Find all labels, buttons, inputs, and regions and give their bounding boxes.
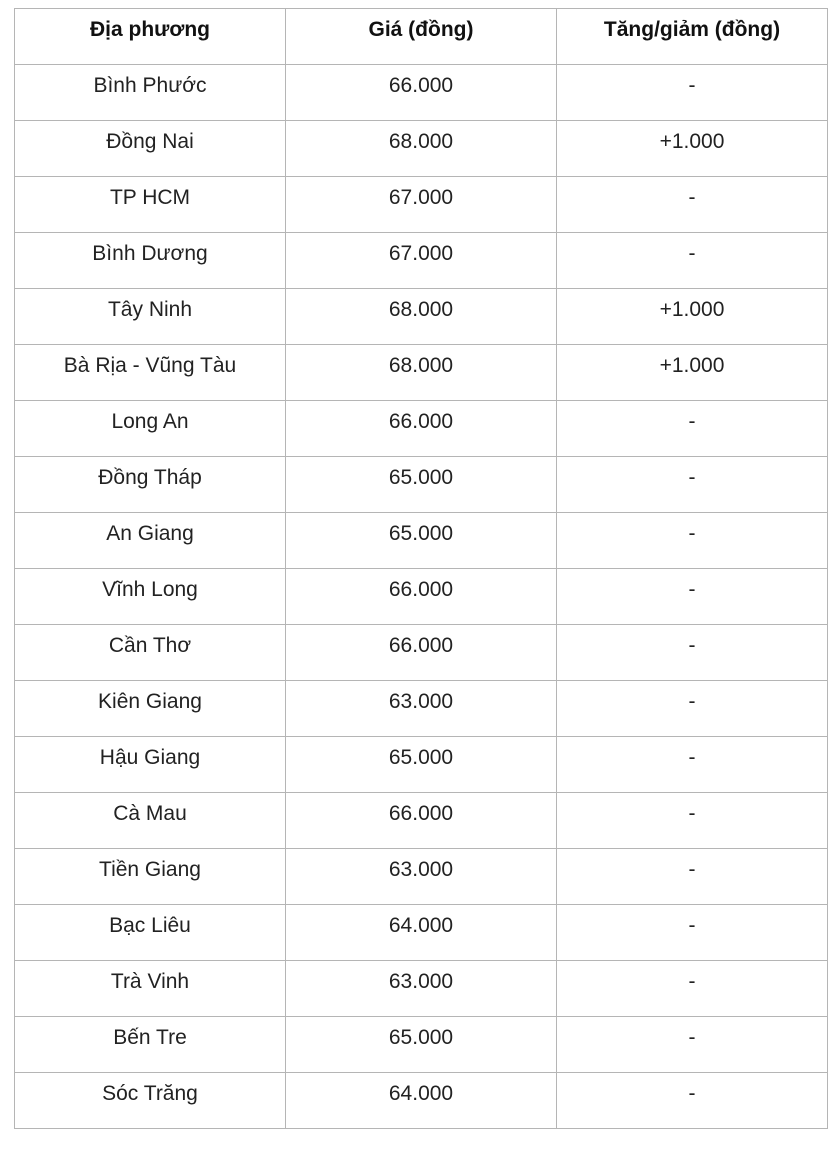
table-row: [15, 289, 828, 345]
location-cell: Đồng Nai: [15, 121, 286, 177]
price-cell: 66.000: [286, 793, 557, 849]
change-cell: -: [557, 65, 828, 121]
table-row: [15, 401, 828, 457]
table-row: [15, 849, 828, 905]
table-row: [15, 1017, 828, 1073]
change-cell: -: [557, 1073, 828, 1129]
price-cell: 68.000: [286, 345, 557, 401]
price-cell: 66.000: [286, 569, 557, 625]
change-cell: -: [557, 457, 828, 513]
price-table: [14, 8, 828, 1129]
change-cell: -: [557, 401, 828, 457]
column-header-change: Tăng/giảm (đồng): [557, 9, 828, 65]
location-cell: Bến Tre: [15, 1017, 286, 1073]
table-row: [15, 457, 828, 513]
price-cell: 68.000: [286, 289, 557, 345]
table-body: [15, 65, 828, 1129]
table-row: [15, 569, 828, 625]
table-row: [15, 905, 828, 961]
change-cell: -: [557, 905, 828, 961]
table-row: [15, 65, 828, 121]
location-cell: Long An: [15, 401, 286, 457]
price-cell: 67.000: [286, 233, 557, 289]
change-cell: -: [557, 961, 828, 1017]
location-cell: Bình Phước: [15, 65, 286, 121]
location-cell: Cà Mau: [15, 793, 286, 849]
change-cell: -: [557, 793, 828, 849]
location-cell: Bình Dương: [15, 233, 286, 289]
location-cell: TP HCM: [15, 177, 286, 233]
location-cell: Cần Thơ: [15, 625, 286, 681]
table-row: [15, 233, 828, 289]
column-header-location: Địa phương: [15, 9, 286, 65]
change-cell: -: [557, 737, 828, 793]
change-cell: -: [557, 177, 828, 233]
location-cell: Trà Vinh: [15, 961, 286, 1017]
change-cell: -: [557, 569, 828, 625]
price-cell: 65.000: [286, 513, 557, 569]
price-table-container: [14, 8, 828, 1129]
change-cell: -: [557, 625, 828, 681]
price-cell: 63.000: [286, 961, 557, 1017]
price-cell: 65.000: [286, 457, 557, 513]
table-row: [15, 793, 828, 849]
table-row: [15, 961, 828, 1017]
price-cell: 63.000: [286, 849, 557, 905]
price-cell: 66.000: [286, 625, 557, 681]
change-cell: -: [557, 233, 828, 289]
change-cell: -: [557, 681, 828, 737]
table-row: [15, 345, 828, 401]
price-cell: 63.000: [286, 681, 557, 737]
table-row: [15, 737, 828, 793]
table-row: [15, 625, 828, 681]
location-cell: Bà Rịa - Vũng Tàu: [15, 345, 286, 401]
price-cell: 66.000: [286, 65, 557, 121]
location-cell: Tiền Giang: [15, 849, 286, 905]
table-row: [15, 681, 828, 737]
price-cell: 68.000: [286, 121, 557, 177]
location-cell: Đồng Tháp: [15, 457, 286, 513]
price-cell: 67.000: [286, 177, 557, 233]
price-cell: 65.000: [286, 1017, 557, 1073]
table-header-row: [15, 9, 828, 65]
price-cell: 64.000: [286, 1073, 557, 1129]
table-row: [15, 177, 828, 233]
location-cell: Vĩnh Long: [15, 569, 286, 625]
change-cell: -: [557, 849, 828, 905]
location-cell: Hậu Giang: [15, 737, 286, 793]
change-cell: -: [557, 1017, 828, 1073]
table-row: [15, 1073, 828, 1129]
location-cell: Tây Ninh: [15, 289, 286, 345]
table-row: [15, 121, 828, 177]
location-cell: Kiên Giang: [15, 681, 286, 737]
table-row: [15, 513, 828, 569]
price-cell: 65.000: [286, 737, 557, 793]
location-cell: Bạc Liêu: [15, 905, 286, 961]
price-cell: 64.000: [286, 905, 557, 961]
change-cell: +1.000: [557, 345, 828, 401]
change-cell: +1.000: [557, 121, 828, 177]
change-cell: +1.000: [557, 289, 828, 345]
change-cell: -: [557, 513, 828, 569]
column-header-price: Giá (đồng): [286, 9, 557, 65]
price-cell: 66.000: [286, 401, 557, 457]
location-cell: Sóc Trăng: [15, 1073, 286, 1129]
location-cell: An Giang: [15, 513, 286, 569]
